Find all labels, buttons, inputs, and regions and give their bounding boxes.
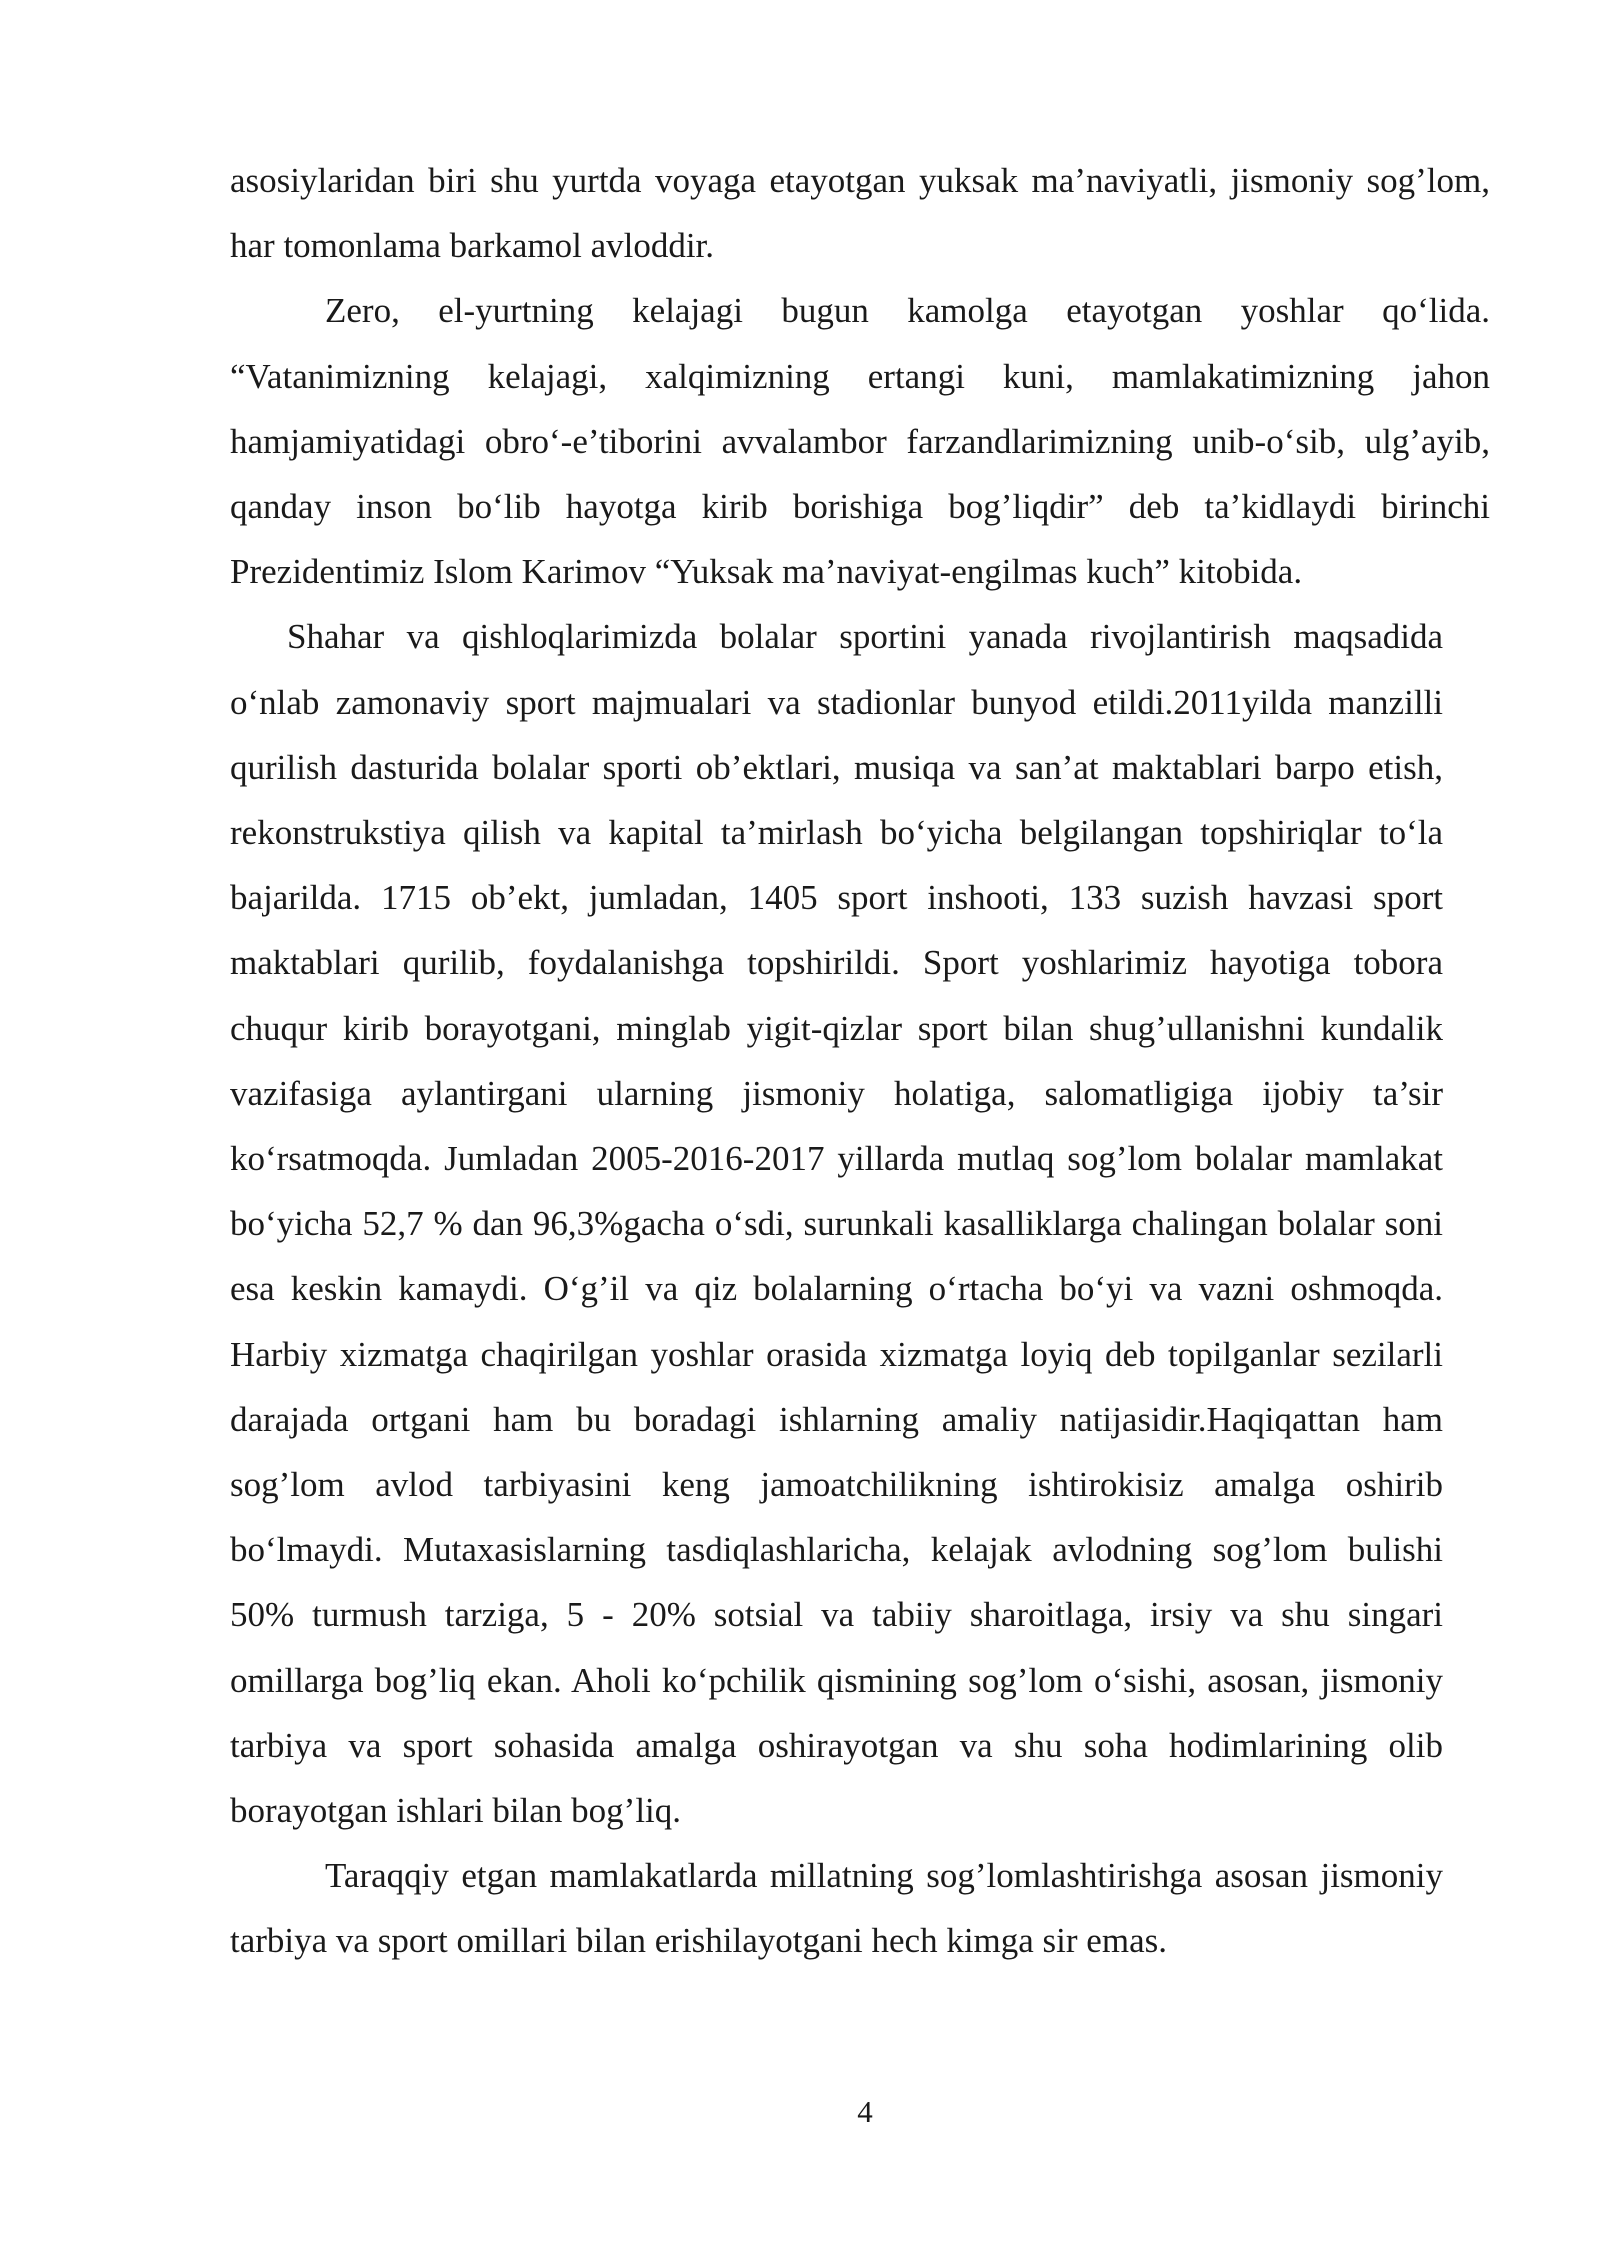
page-number: 4 xyxy=(857,2094,873,2129)
paragraph-sport-facilities: Shahar va qishloqlarimizda bolalar sportini yanada rivojlantirish maqsadida o‘nlab zamonaviy sport majmualari va stadionlar bunyod etildi.2011yilda manzilli qurilish dasturida bolalar sporti ob’ektlari, musiqa va san’at maktablari barpo etish, rekonstrukstiya qilish va kapital ta’mirlash bo‘yicha belgilangan topshiriqlar to‘la bajarilda. 1715 ob’ekt, jumladan, 1405 sport inshooti, 133 suzish havzasi sport maktablari qurilib, foydalanishga topshirildi. Sport yoshlarimiz hayotiga tobora chuqur kirib borayotgani, minglab yigit-qizlar sport bilan shug’ullanishni kundalik vazifasiga aylantirgani ularning jismoniy holatiga, salomatligiga ijobiy ta’sir ko‘rsatmoqda. Jumladan 2005-2016-2017 yillarda mutlaq sog’lom bolalar mamlakat bo‘yicha 52,7 % dan 96,3%gacha o‘sdi, surunkali kasalliklarga chalingan bolalar soni esa keskin kamaydi. O‘g’il va qiz bolalarning o‘rtacha bo‘yi va vazni oshmoqda. Harbiy xizmatga chaqirilgan yoshlar orasida xizmatga loyiq deb topilganlar sezilarli darajada ortgani ham bu boradagi ishlarning amaliy natijasidir.Haqiqattan ham sog’lom avlod tarbiyasini keng jamoatchilikning ishtirokisiz amalga oshirib bo‘lmaydi. Mutaxasislarning tasdiqlashlaricha, kelajak avlodning sog’lom bulishi 50% turmush tarziga, 5 - 20% sotsial va tabiiy sharoitlaga, irsiy va shu singari omillarga bog’liq ekan. Aholi ko‘pchilik qismining sog’lom o‘sishi, asosan, jismoniy tarbiya va sport sohasida amalga oshirayotgan va shu soha hodimlarining olib borayotgan ishlari bilan bog’liq. xyxy=(230,617,1443,1831)
body-text xyxy=(230,148,1490,1974)
paragraph-continuation: asosiylaridan biri shu yurtda voyaga etayotgan yuksak ma’naviyatli, jismoniy sog’lom, har tomonlama barkamol avloddir. xyxy=(230,161,1490,266)
paragraph-zero: Zero, el-yurtning kelajagi bugun kamolga etayotgan yoshlar qo‘lida. “Vatanimizning kelajagi, xalqimizning ertangi kuni, mamlakatimizning jahon hamjamiyatidagi obro‘-e’tiborini avvalambor farzandlarimizning unib-o‘sib, ulg’ayib, qanday inson bo‘lib hayotga kirib borishiga bog’liqdir” deb ta’kidlaydi birinchi Prezidentimiz Islom Karimov “Yuksak ma’naviyat-engilmas kuch” kitobida. xyxy=(230,291,1490,592)
paragraph-developed-countries: Taraqqiy etgan mamlakatlarda millatning sog’lomlashtirishga asosan jismoniy tarbiya va sport omillari bilan erishilayotgani hech kimga sir emas. xyxy=(230,1856,1443,1961)
